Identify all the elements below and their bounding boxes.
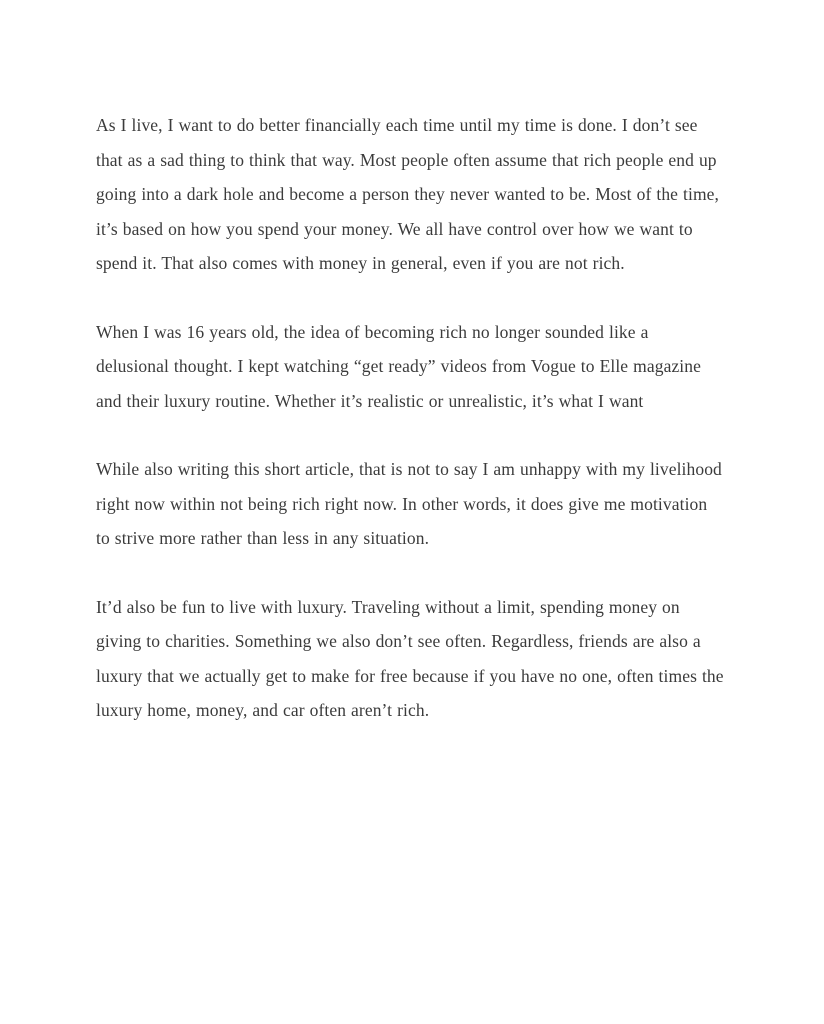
- paragraph-2: When I was 16 years old, the idea of becoming rich no longer sounded like a delusional thought. I kept watching “get ready” videos from Vogue to Elle magazine and their luxury routine. Whether it’s realistic or unrealistic, it’s what I want: [96, 321, 701, 411]
- paragraph-1: As I live, I want to do better financially each time until my time is done. I don’t see that as a sad thing to think that way. Most people often assume that rich people end up going into a dark hole and become a person they never wanted to be. Most of the time, it’s based on how you spend your money. We all have control over how we want to spend it. That also comes with money in general, even if you are not rich.: [96, 115, 720, 273]
- paragraph-4: It’d also be fun to live with luxury. Traveling without a limit, spending money on giving to charities. Something we also don’t see often. Regardless, friends are also a luxury that we actually get to make for free because if you have no one, often times the luxury home, money, and car often aren’t rich.: [96, 596, 724, 720]
- paragraph-3: While also writing this short article, that is not to say I am unhappy with my livelihood right now within not being rich right now. In other words, it does give me motivation to strive more rather than less in any situation.: [96, 459, 722, 548]
